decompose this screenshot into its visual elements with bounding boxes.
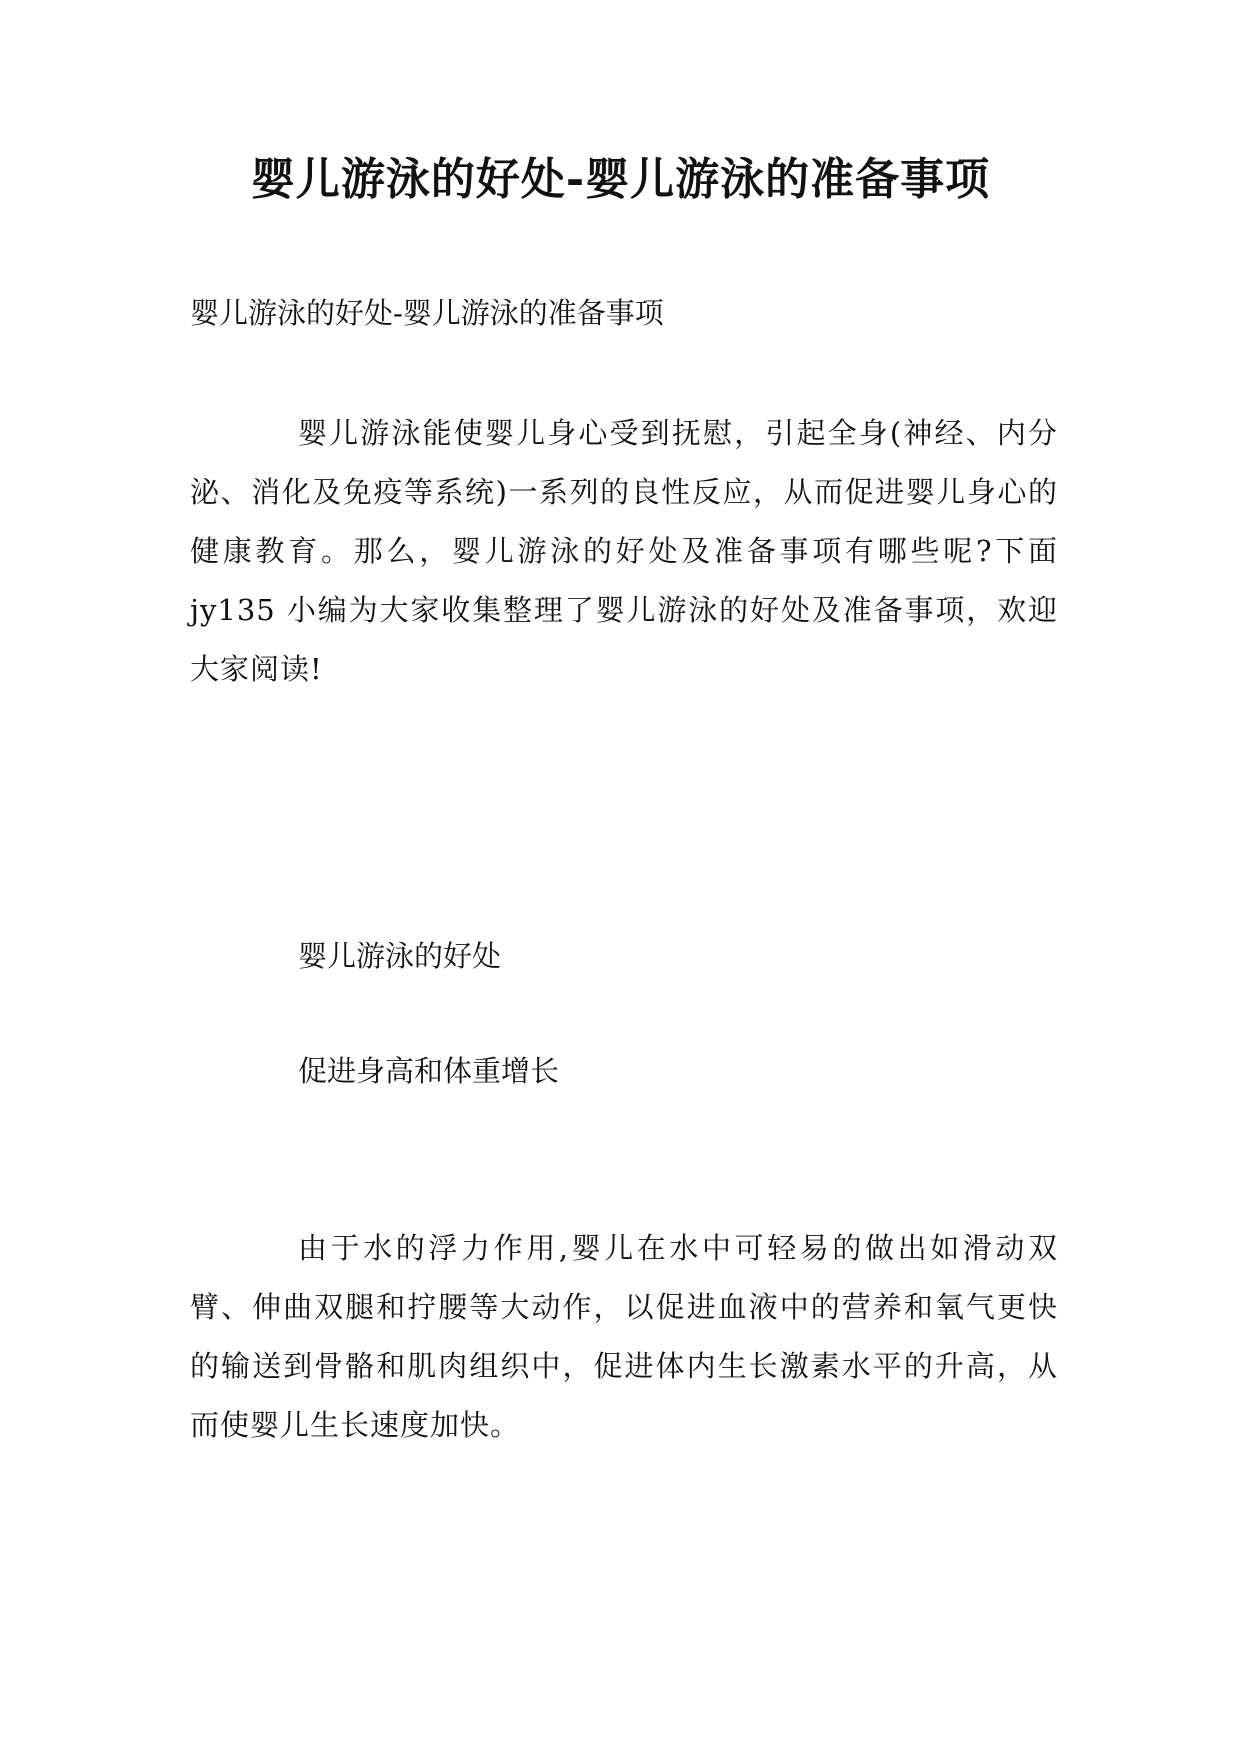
section-heading: 婴儿游泳的好处 — [298, 939, 502, 973]
subsection-heading: 促进身高和体重增长 — [298, 1054, 560, 1088]
document-subtitle: 婴儿游泳的好处-婴儿游泳的准备事项 — [190, 296, 664, 330]
document-title: 婴儿游泳的好处-婴儿游泳的准备事项 — [250, 154, 991, 205]
body-paragraph: 由于水的浮力作用,婴儿在水中可轻易的做出如滑动双臂、伸曲双腿和拧腰等大动作，以促进血液中的营养和氧气更快的输送到骨骼和肌肉组织中，促进体内生长激素水平的升高，从而使婴儿生长速度加快。 — [190, 1231, 1058, 1442]
intro-paragraph: 婴儿游泳能使婴儿身心受到抚慰，引起全身(神经、内分泌、消化及免疫等系统)一系列的良性反应，从而促进婴儿身心的健康教育。那么，婴儿游泳的好处及准备事项有哪些呢?下面 jy135 小编为大家收集整理了婴儿游泳的好处及准备事项，欢迎大家阅读! — [190, 416, 1058, 686]
